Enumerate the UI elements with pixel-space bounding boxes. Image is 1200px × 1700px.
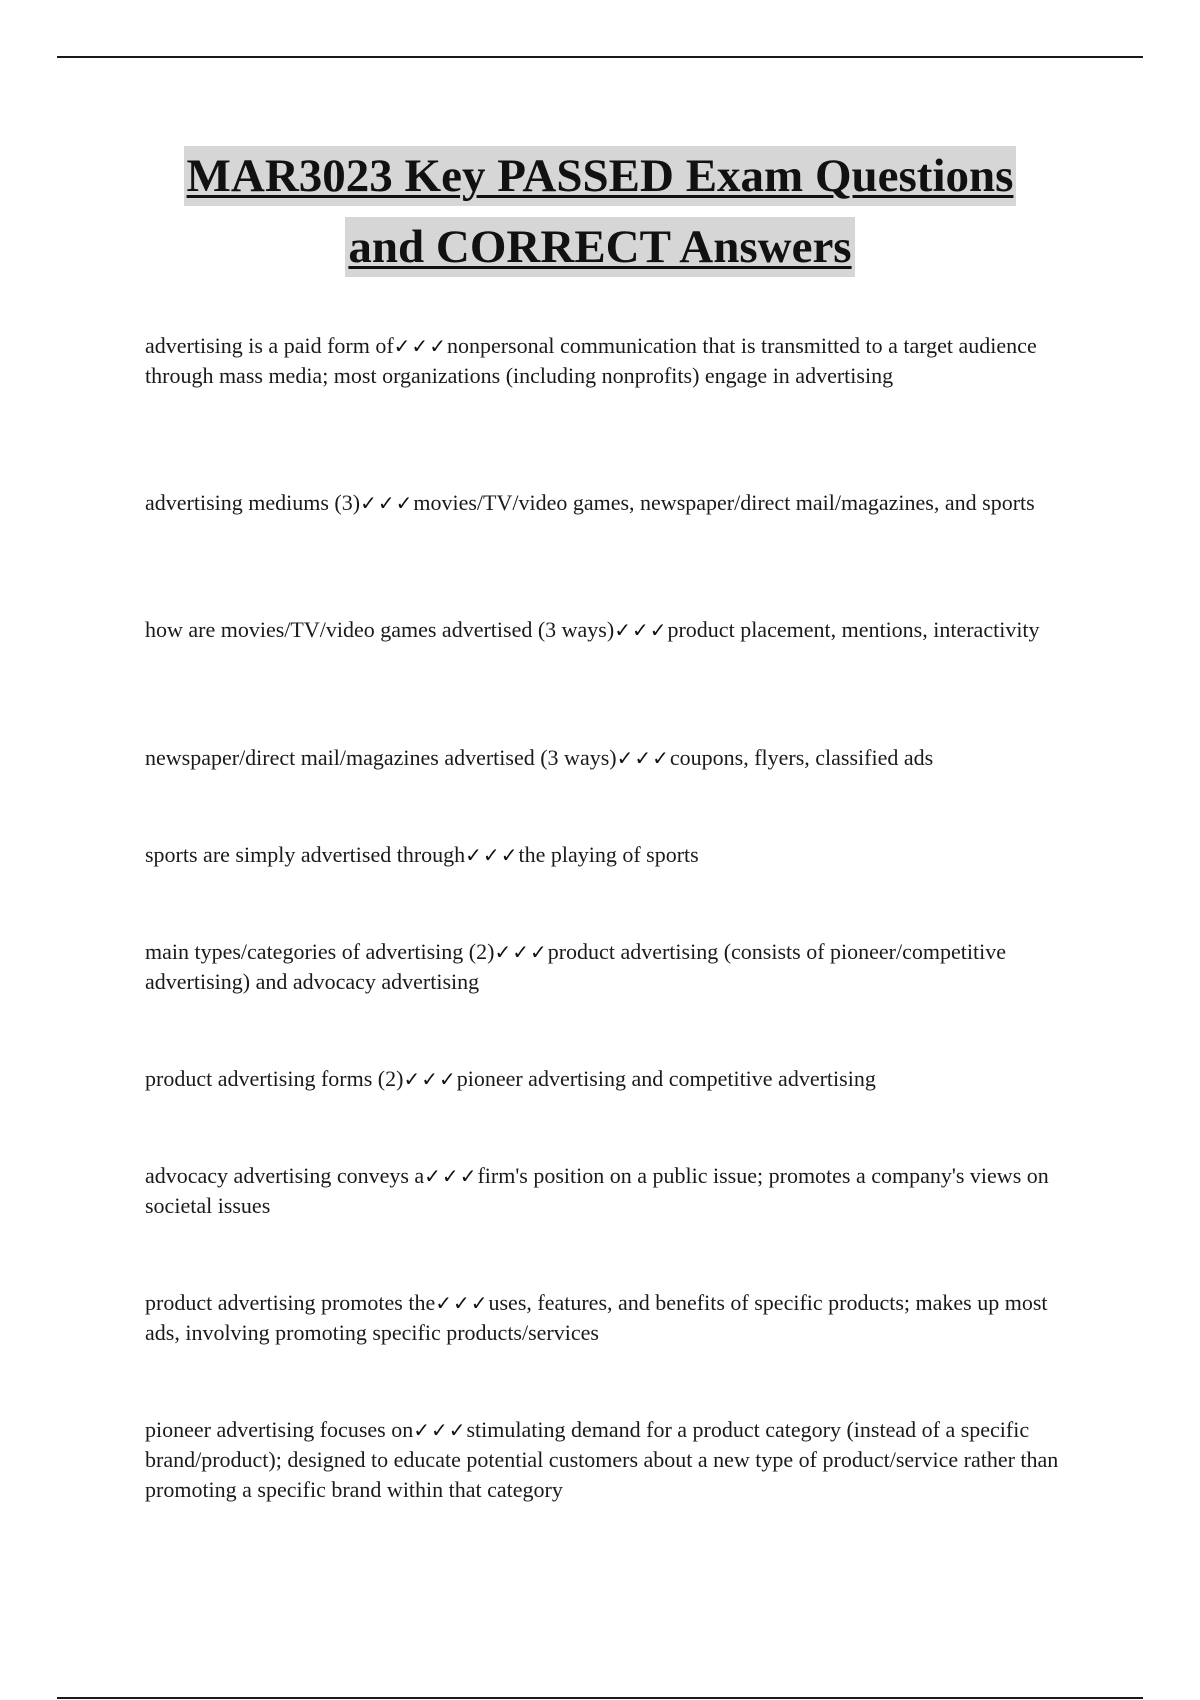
qa-item-6 <box>145 937 1075 997</box>
qa-item-10 <box>145 1415 1075 1505</box>
checkmarks-icon: ✓✓✓ <box>393 334 447 358</box>
checkmarks-icon: ✓✓✓ <box>413 1418 467 1442</box>
document-title <box>0 146 1200 288</box>
qa-item-4 <box>145 743 1075 773</box>
answer-text: nonpersonal communication that is transmitted to a target audience through mass media; most organizations (including nonprofits) engage in advertising <box>145 333 1037 388</box>
question-text: newspaper/direct mail/magazines advertised (3 ways) <box>145 745 617 770</box>
checkmarks-icon: ✓✓✓ <box>360 491 414 515</box>
qa-item-5 <box>145 840 1075 870</box>
question-text: advertising is a paid form of <box>145 333 394 358</box>
checkmarks-icon: ✓✓✓ <box>424 1164 478 1188</box>
qa-item-2 <box>145 488 1075 518</box>
question-text: how are movies/TV/video games advertised (3 ways) <box>145 617 615 642</box>
question-text: advocacy advertising conveys a <box>145 1163 425 1188</box>
answer-text: product advertising (consists of pioneer/competitive advertising) and advocacy advertising <box>145 939 1006 994</box>
qa-item-3 <box>145 615 1075 645</box>
question-text: product advertising forms (2) <box>145 1066 404 1091</box>
answer-text: uses, features, and benefits of specific products; makes up most ads, involving promoting specific products/services <box>145 1290 1048 1345</box>
checkmarks-icon: ✓✓✓ <box>616 746 670 770</box>
question-text: product advertising promotes the <box>145 1290 436 1315</box>
checkmarks-icon: ✓✓✓ <box>614 618 668 642</box>
qa-item-9 <box>145 1288 1075 1348</box>
answer-text: the playing of sports <box>518 842 699 867</box>
question-text: pioneer advertising focuses on <box>145 1417 414 1442</box>
checkmarks-icon: ✓✓✓ <box>494 940 548 964</box>
bottom-rule <box>57 1697 1143 1699</box>
top-rule <box>57 56 1143 58</box>
qa-item-1 <box>145 331 1075 391</box>
question-text: advertising mediums (3) <box>145 490 361 515</box>
qa-item-8 <box>145 1161 1075 1221</box>
answer-text: stimulating demand for a product category (instead of a specific brand/product); designed to educate potential customers about a new type of product/service rather than promoting a specific brand within that category <box>145 1417 1059 1502</box>
title-line-1: MAR3023 Key PASSED Exam Questions <box>184 146 1017 206</box>
qa-item-7 <box>145 1064 1075 1094</box>
checkmarks-icon: ✓✓✓ <box>435 1291 489 1315</box>
checkmarks-icon: ✓✓✓ <box>465 843 519 867</box>
question-text: sports are simply advertised through <box>145 842 466 867</box>
answer-text: firm's position on a public issue; promotes a company's views on societal issues <box>145 1163 1049 1218</box>
answer-text: pioneer advertising and competitive advertising <box>456 1066 876 1091</box>
answer-text: coupons, flyers, classified ads <box>669 745 934 770</box>
checkmarks-icon: ✓✓✓ <box>403 1067 457 1091</box>
question-text: main types/categories of advertising (2) <box>145 939 495 964</box>
title-line-2: and CORRECT Answers <box>345 217 854 277</box>
answer-text: movies/TV/video games, newspaper/direct mail/magazines, and sports <box>413 490 1035 515</box>
answer-text: product placement, mentions, interactivity <box>667 617 1040 642</box>
